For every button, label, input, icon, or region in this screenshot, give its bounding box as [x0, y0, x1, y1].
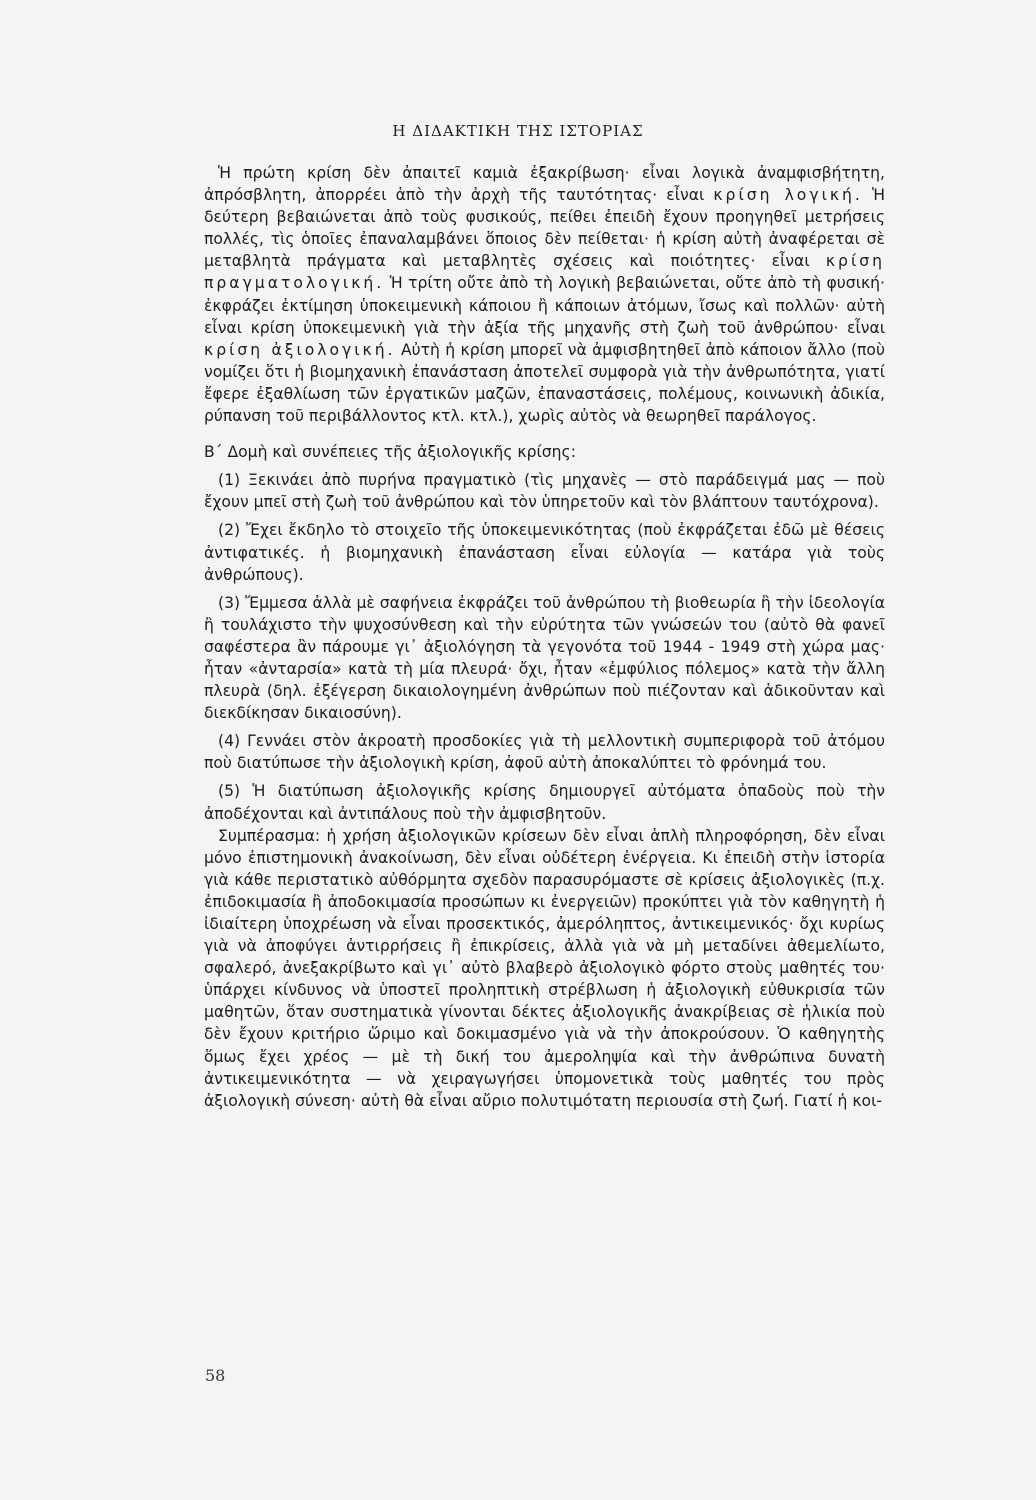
term-factual-judgment: κρίση πραγματολογική.	[204, 252, 885, 293]
intro-text-c: Ἡ δεύτερη βεβαιώνεται ἀπὸ τοὺς φυσικούς, πείθει ἐπειδὴ ἔχουν προηγηθεῖ μετρήσεις πολλές, τὶς ὁποῖες ἐπαναλαμβάνει ὅποιος δὲν πείθεται· ἡ κρίση αὐτὴ ἀναφέρεται σὲ μεταβλητὰ πράγματα καὶ μεταβλητὲς σχέσεις καὶ ποιότητες· εἶναι	[204, 186, 885, 271]
running-header: Η ΔΙΔΑΚΤΙΚΗ ΤΗΣ ΙΣΤΟΡΙΑΣ	[392, 122, 644, 140]
term-logical-judgment: κρίση λογική.	[713, 186, 863, 205]
list-item: (2) Ἔχει ἔκδηλο τὸ στοιχεῖο τῆς ὑποκειμενικότητας (ποὺ ἐκφράζεται ἐδῶ μὲ θέσεις ἀντιφατικές. ἡ βιομηχανικὴ ἐπανάσταση εἶναι εὐλογία — κατάρα γιὰ τοὺς ἀνθρώπους).	[204, 521, 885, 584]
list-item: (5) Ἡ διατύπωση ἀξιολογικῆς κρίσης δημιουργεῖ αὐτόματα ὀπαδοὺς ποὺ τὴν ἀποδέχονται καὶ ἀντιπάλους ποὺ τὴν ἀμφισβητοῦν.	[204, 782, 885, 823]
page-number: 58	[205, 1366, 226, 1385]
conclusion-paragraph: Συμπέρασμα: ἡ χρήση ἀξιολογικῶν κρίσεων δὲν εἶναι ἁπλὴ πληροφόρηση, δὲν εἶναι μόνο ἐπιστημονικὴ ἀνακοίνωση, δὲν εἶναι οὐδέτερη ἐνέργεια. Κι ἐπειδὴ στὴν ἱστορία γιὰ κάθε περιστατικὸ αὐθόρμητα σχεδὸν παρασυρόμαστε σὲ κρίσεις ἀξιολογικὲς (π.χ. ἐπιδοκιμασία ἢ ἀποδοκιμασία προσώπων κι ἐνεργειῶν) προκύπτει γιὰ τὸν καθηγητὴ ἡ ἰδιαίτερη ὑποχρέωση νὰ εἶναι προσεκτικός, ἀμερόληπτος, ἀντικειμενικός· ὄχι κυρίως γιὰ νὰ ἀποφύγει ἀντιρρήσεις ἢ ἐπικρίσεις, ἀλλὰ γιὰ νὰ μὴ μεταδίνει ἀθεμελίωτο, σφαλερό, ἀνεξακρίβωτο καὶ γι᾿ αὐτὸ βλαβερὸ ἀξιολογικὸ φόρτο στοὺς μαθητές του· ὑπάρχει κίνδυνος νὰ ὑποστεῖ προληπτικὴ στρέβλωση ἡ ἀξιολογικὴ εὐθυκρισία τῶν μαθητῶν, ὅταν συστηματικὰ γίνονται δέκτες ἀξιολογικῆς ἀνακρίβειας σὲ ἡλικία ποὺ δὲν ἔχουν κριτήριο ὥριμο καὶ δοκιμασμένο γιὰ νὰ τὴν ἀποκρούσουν. Ὁ καθηγητὴς ὅμως ἔχει χρέος — μὲ τὴ δική του ἀμεροληψία καὶ τὴν ἀνθρώπινα δυνατὴ ἀντικειμενικότητα — νὰ χειραγωγήσει ὑπομονετικὰ τοὺς μαθητές του πρὸς ἀξιολογικὴ σύνεση· αὐτὴ θὰ εἶναι αὔριο πολυτιμότατη περιουσία στὴ ζωή. Γιατί ἡ κοι-	[204, 826, 885, 1110]
intro-paragraph	[204, 162, 885, 427]
intro-text-g: Αὐτὴ ἡ κρίση μπορεῖ νὰ ἀμφισβητηθεῖ ἀπὸ κάποιον ἄλλο (ποὺ νομίζει ὅτι ἡ βιομηχανικὴ ἐπανάσταση ἀποτελεῖ συμφορὰ γιὰ τὴν ἀνθρωπότητα, γιατί ἔφερε ἐξαθλίωση τῶν ἐργατικῶν μαζῶν, ἐπαναστάσεις, πολέμους, κοινωνικὴ ἀδικία, ρύπανση τοῦ περιβάλλοντος κτλ. κτλ.), χωρὶς αὐτὸς νὰ θεωρηθεῖ παράλογος.	[204, 340, 885, 426]
term-evaluative-judgment: κρίση ἀξιολογική.	[204, 340, 396, 359]
section-heading: Β΄ Δομὴ καὶ συνέπειες τῆς ἀξιολογικῆς κρίσης:	[204, 443, 576, 462]
intro-text-e: Ἡ τρίτη οὔτε ἀπὸ τὴ λογικὴ βεβαιώνεται, οὔτε ἀπὸ τὴ φυσική· ἐκφράζει ἐκτίμηση ὑποκειμενικὴ κάποιου ἢ κάποιων ἀτόμων, ἴσως καὶ πολλῶν· αὐτὴ εἶναι κρίση ὑποκειμενικὴ γιὰ τὴν ἀξία τῆς μηχανῆς στὴ ζωὴ τοῦ ἀνθρώπου· εἶναι	[204, 274, 885, 337]
list-item: (1) Ξεκινάει ἀπὸ πυρήνα πραγματικὸ (τὶς μηχανὲς — στὸ παράδειγμά μας — ποὺ ἔχουν μπεῖ στὴ ζωὴ τοῦ ἀνθρώπου καὶ τὸν ὑπηρετοῦν καὶ τὸν βλάπτουν ταυτόχρονα).	[204, 471, 885, 512]
intro-text-a: Ἡ πρώτη κρίση δὲν ἀπαιτεῖ καμιὰ ἐξακρίβωση· εἶναι λογικὰ ἀναμφισβήτητη, ἀπρόσβλητη, ἀπορρέει ἀπὸ τὴν ἀρχὴ τῆς ταυτότητας· εἶναι	[204, 164, 885, 205]
list-item: (3) Ἔμμεσα ἀλλὰ μὲ σαφήνεια ἐκφράζει τοῦ ἀνθρώπου τὴ βιοθεωρία ἢ τὴν ἰδεολογία ἢ τουλάχιστο τὴν ψυχοσύνθεση καὶ τὴν εὐρύτητα τῶν γνώσεών του (αὐτὸ θὰ φανεῖ σαφέστερα ἂν πάρουμε γι᾿ ἀξιολόγηση τὰ γεγονότα τοῦ 1944 - 1949 στὴ χώρα μας· ἦταν «ἀνταρσία» κατὰ τὴ μία πλευρά· ὄχι, ἦταν «ἐμφύλιος πόλεμος» κατὰ τὴν ἄλλη πλευρὰ (δηλ. ἐξέγερση δικαιολογημένη ἀνθρώπων ποὺ πιέζονταν καὶ ἀδικοῦνταν καὶ διεκδίκησαν δικαιοσύνη).	[204, 593, 885, 723]
main-text	[204, 162, 885, 1112]
list-item: (4) Γεννάει στὸν ἀκροατὴ προσδοκίες γιὰ τὴ μελλοντικὴ συμπεριφορὰ τοῦ ἀτόμου ποὺ διατύπωσε τὴν ἀξιολογικὴ κρίση, ἀφοῦ αὐτὴ ἀποκαλύπτει τὸ φρόνημά του.	[204, 732, 885, 773]
